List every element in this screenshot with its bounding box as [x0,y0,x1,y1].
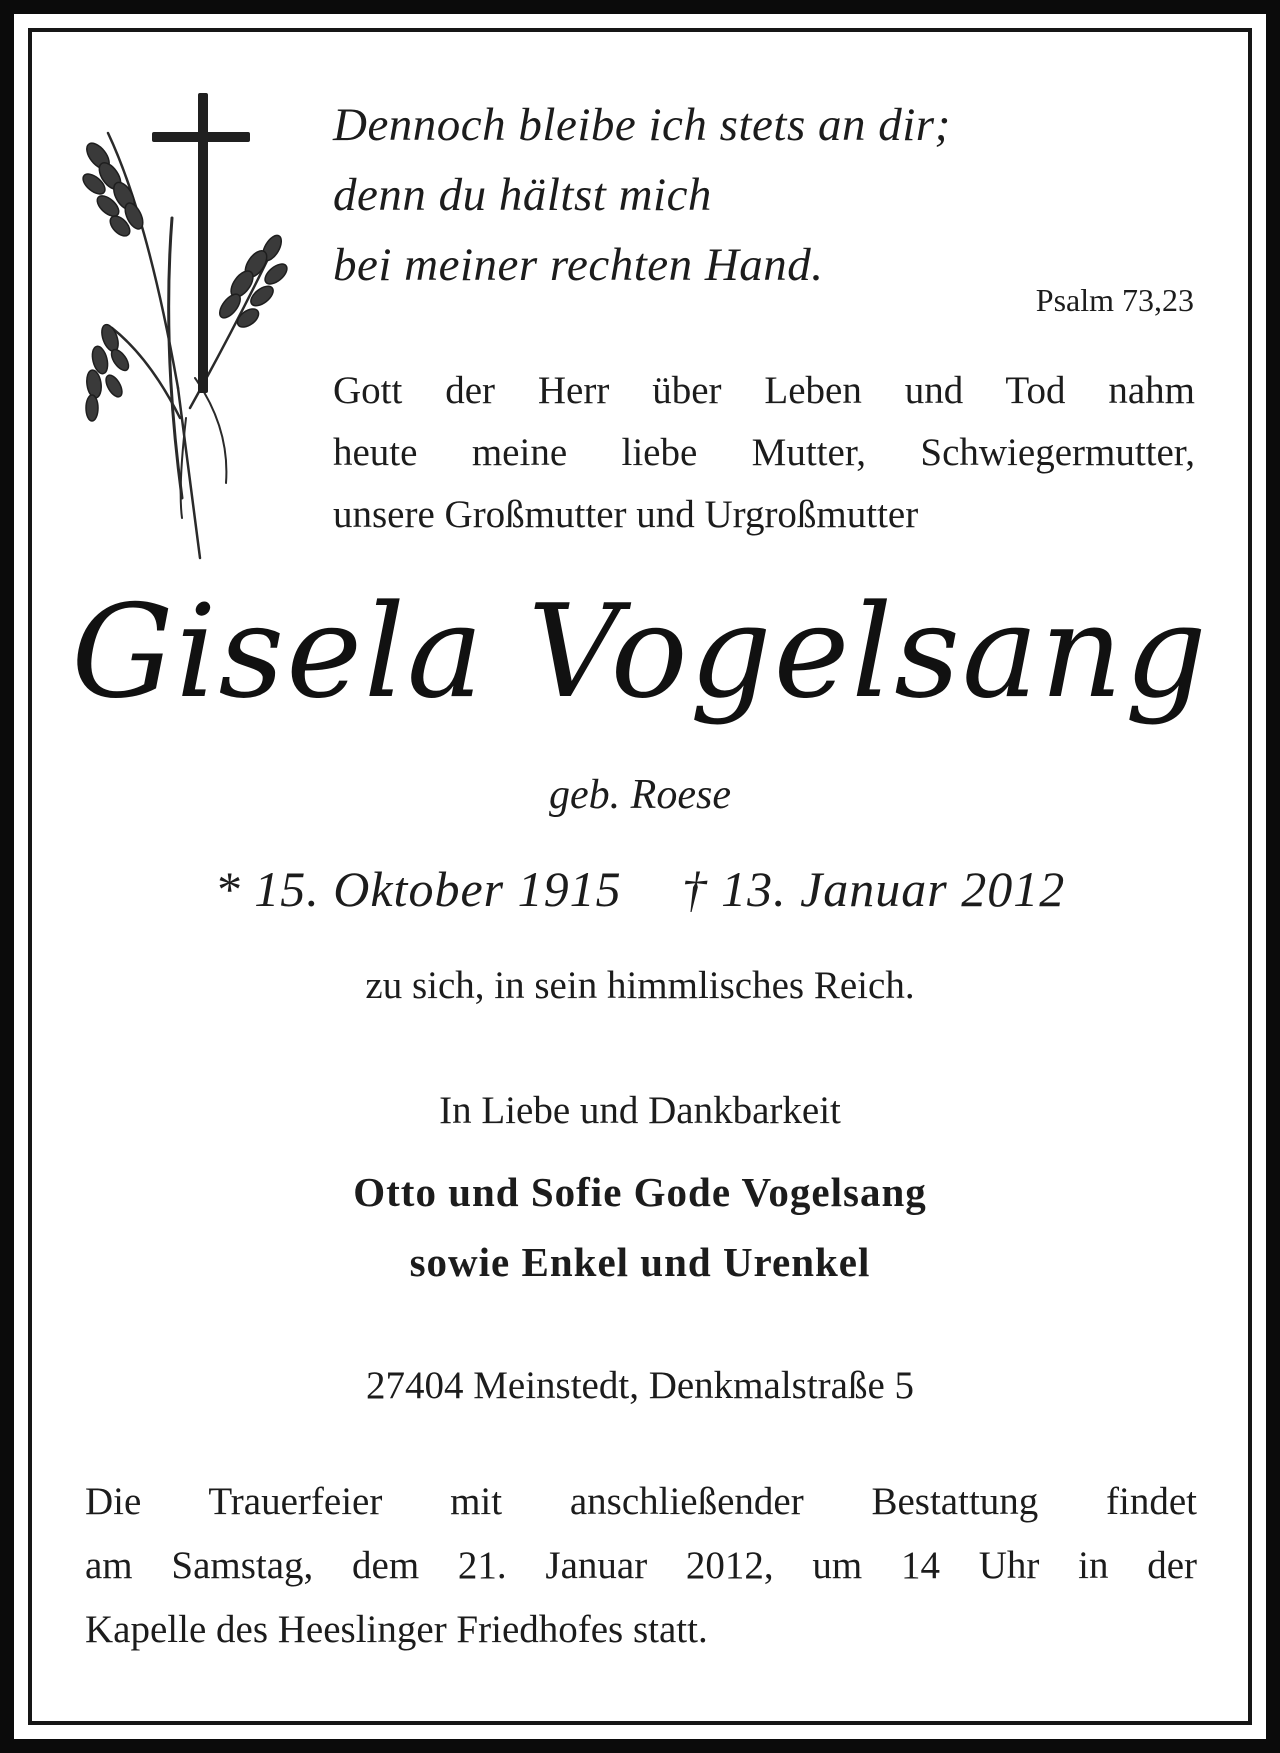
psalm-reference: Psalm 73,23 [1035,282,1194,318]
funeral-line: Die Trauerfeier mit anschließender Bestattung findet [85,1480,1197,1523]
birth-date: * 15. Oktober 1915 [214,861,622,917]
funeral-line: Kapelle des Heeslinger Friedhofes statt. [85,1608,708,1651]
death-date: † 13. Januar 2012 [681,861,1066,917]
verse-line: bei meiner rechten Hand. [333,239,824,291]
intro-line: unsere Großmutter und Urgroßmutter [333,493,919,536]
life-dates [0,856,1280,922]
address: 27404 Meinstedt, Denkmalstraße 5 [365,1364,915,1407]
verse-line: denn du hältst mich [333,169,712,221]
maiden-name: geb. Roese [549,772,731,818]
mourners-line: Otto und Sofie Gode Vogelsang [353,1169,927,1215]
funeral-info [85,1470,1197,1662]
intro-line: Gott der Herr über Leben und Tod nahm [333,369,1195,412]
closing-phrase: zu sich, in sein himmlisches Reich. [365,964,915,1007]
deceased-name: Gisela Vogelsang [71,578,1209,727]
intro-line: heute meine liebe Mutter, Schwiegermutter, [333,431,1195,474]
verse-line: Dennoch bleibe ich stets an dir; [333,99,951,151]
cross-with-wheat-icon [50,88,290,568]
mourners-intro: In Liebe und Dankbarkeit [439,1089,841,1132]
psalm-verse [333,90,1193,300]
funeral-line: am Samstag, dem 21. Januar 2012, um 14 Uhr in der [85,1544,1197,1587]
intro-paragraph [333,360,1195,546]
mourners-line: sowie Enkel und Urenkel [409,1239,871,1285]
